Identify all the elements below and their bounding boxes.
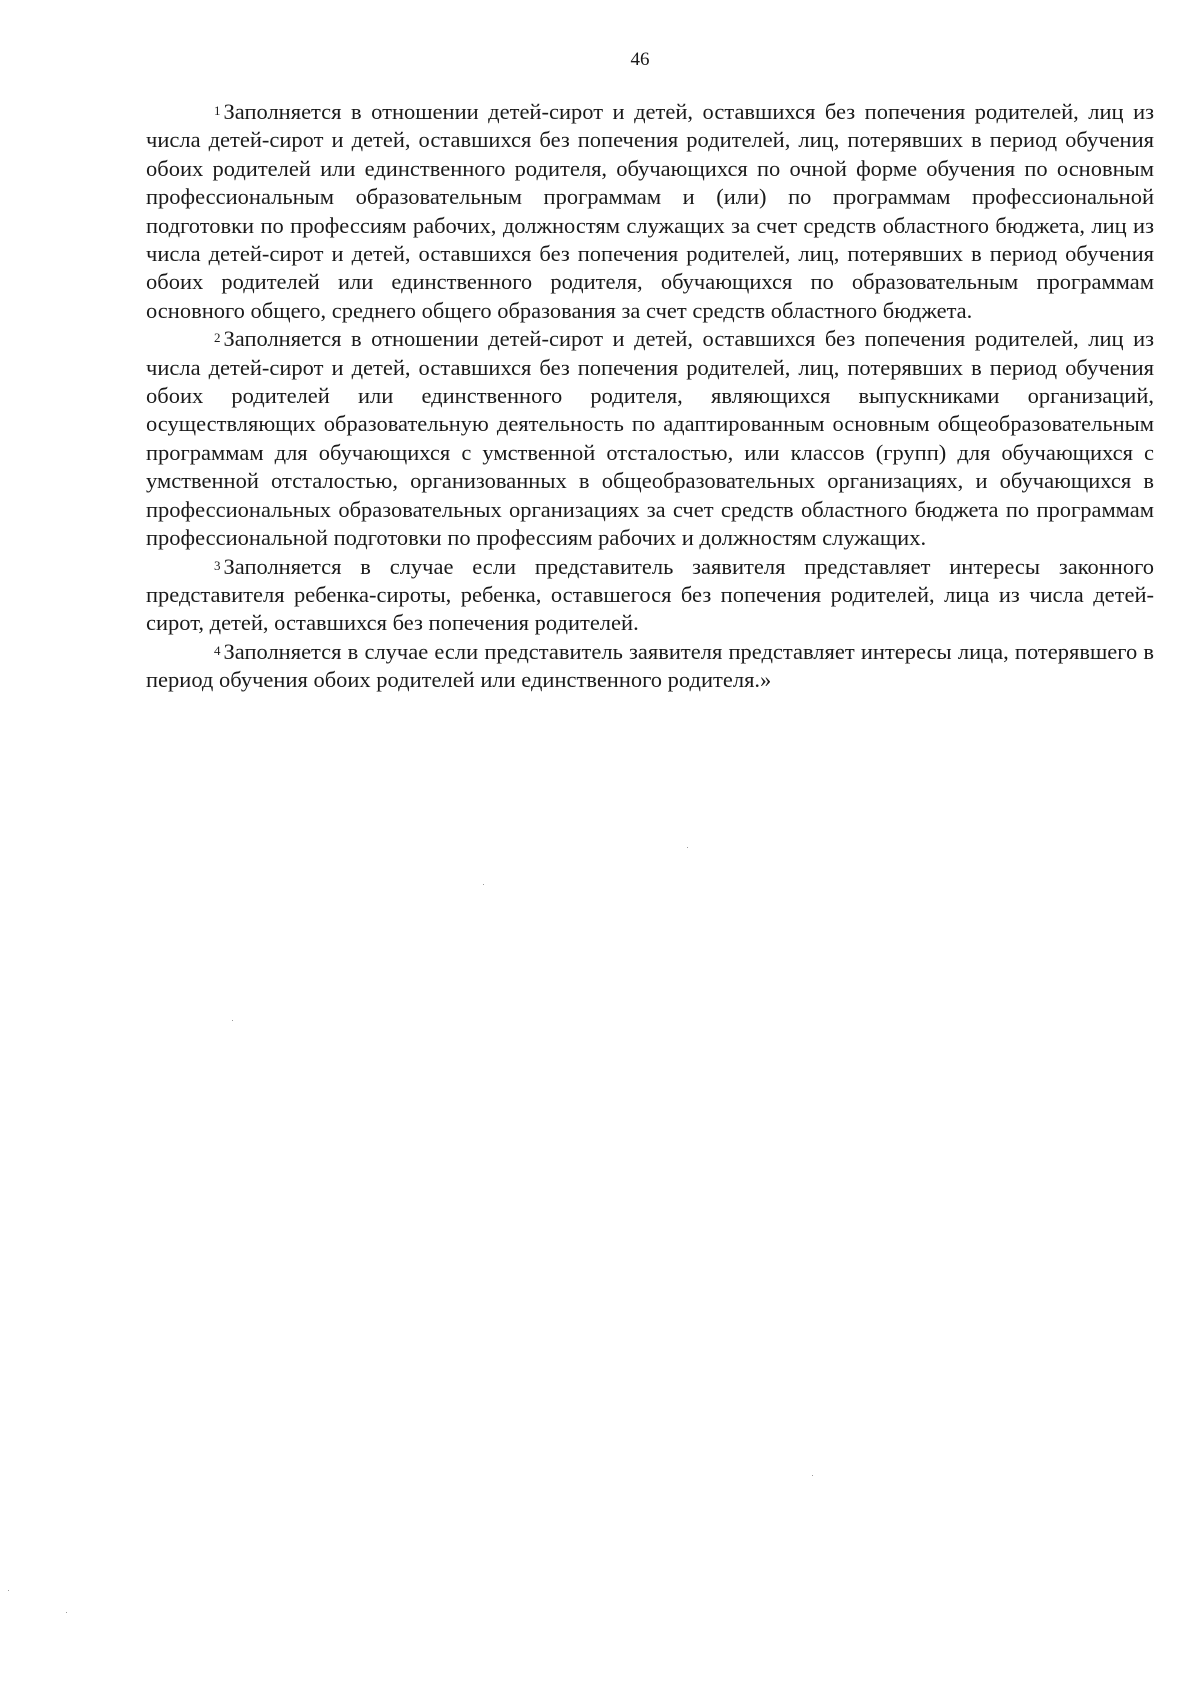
footnote-text: Заполняется в случае если представитель заявителя представляет интересы лица, потерявшего в период обучения обоих родителей или единственного родителя.» <box>146 638 1154 693</box>
scan-speck <box>687 847 688 848</box>
page-number: 46 <box>630 49 650 70</box>
footnotes-section <box>146 98 1154 695</box>
scan-speck <box>8 1590 9 1591</box>
footnote-4 <box>146 638 1154 695</box>
footnote-marker: 4 <box>214 642 221 658</box>
scan-speck <box>812 1475 813 1476</box>
scan-speck <box>232 1020 233 1021</box>
scan-speck <box>66 1612 67 1613</box>
footnote-3 <box>146 553 1154 638</box>
footnote-marker: 2 <box>214 330 221 346</box>
footnote-text: Заполняется в отношении детей-сирот и детей, оставшихся без попечения родителей, лиц из числа детей-сирот и детей, оставшихся без попечения родителей, лиц, потерявших в период обучения обоих родителей или единственного родителя, являющихся выпускниками организаций, осуществляющих образовательную деятельность по адаптированным основным общеобразовательным программам для обучающихся с умственной отсталостью, или классов (групп) для обучающихся с умственной отсталостью, организованных в общеобразовательных организациях, и обучающихся в профессиональных образовательных организациях за счет средств областного бюджета по программам профессиональной подготовки по профессиям рабочих и должностям служащих. <box>146 326 1154 551</box>
footnote-text: Заполняется в отношении детей-сирот и детей, оставшихся без попечения родителей, лиц из числа детей-сирот и детей, оставшихся без попечения родителей, лиц, потерявших в период обучения обоих родителей или единственного родителя, обучающихся по очной форме обучения по основным профессиональным образовательным программам и (или) по программам профессиональной подготовки по профессиям рабочих, должностям служащих за счет средств областного бюджета, лиц из числа детей-сирот и детей, оставшихся без попечения родителей, лиц, потерявших в период обучения обоих родителей или единственного родителя, обучающихся по образовательным программам основного общего, среднего общего образования за счет средств областного бюджета. <box>146 99 1154 323</box>
footnote-marker: 3 <box>214 557 221 573</box>
footnote-2 <box>146 325 1154 552</box>
footnote-text: Заполняется в случае если представитель заявителя представляет интересы законного представителя ребенка-сироты, ребенка, оставшегося без попечения родителей, лица из числа детей-сирот, детей, оставшихся без попечения родителей. <box>146 553 1154 636</box>
footnote-1 <box>146 98 1154 325</box>
footnote-marker: 1 <box>214 103 221 118</box>
scan-speck <box>483 884 484 885</box>
